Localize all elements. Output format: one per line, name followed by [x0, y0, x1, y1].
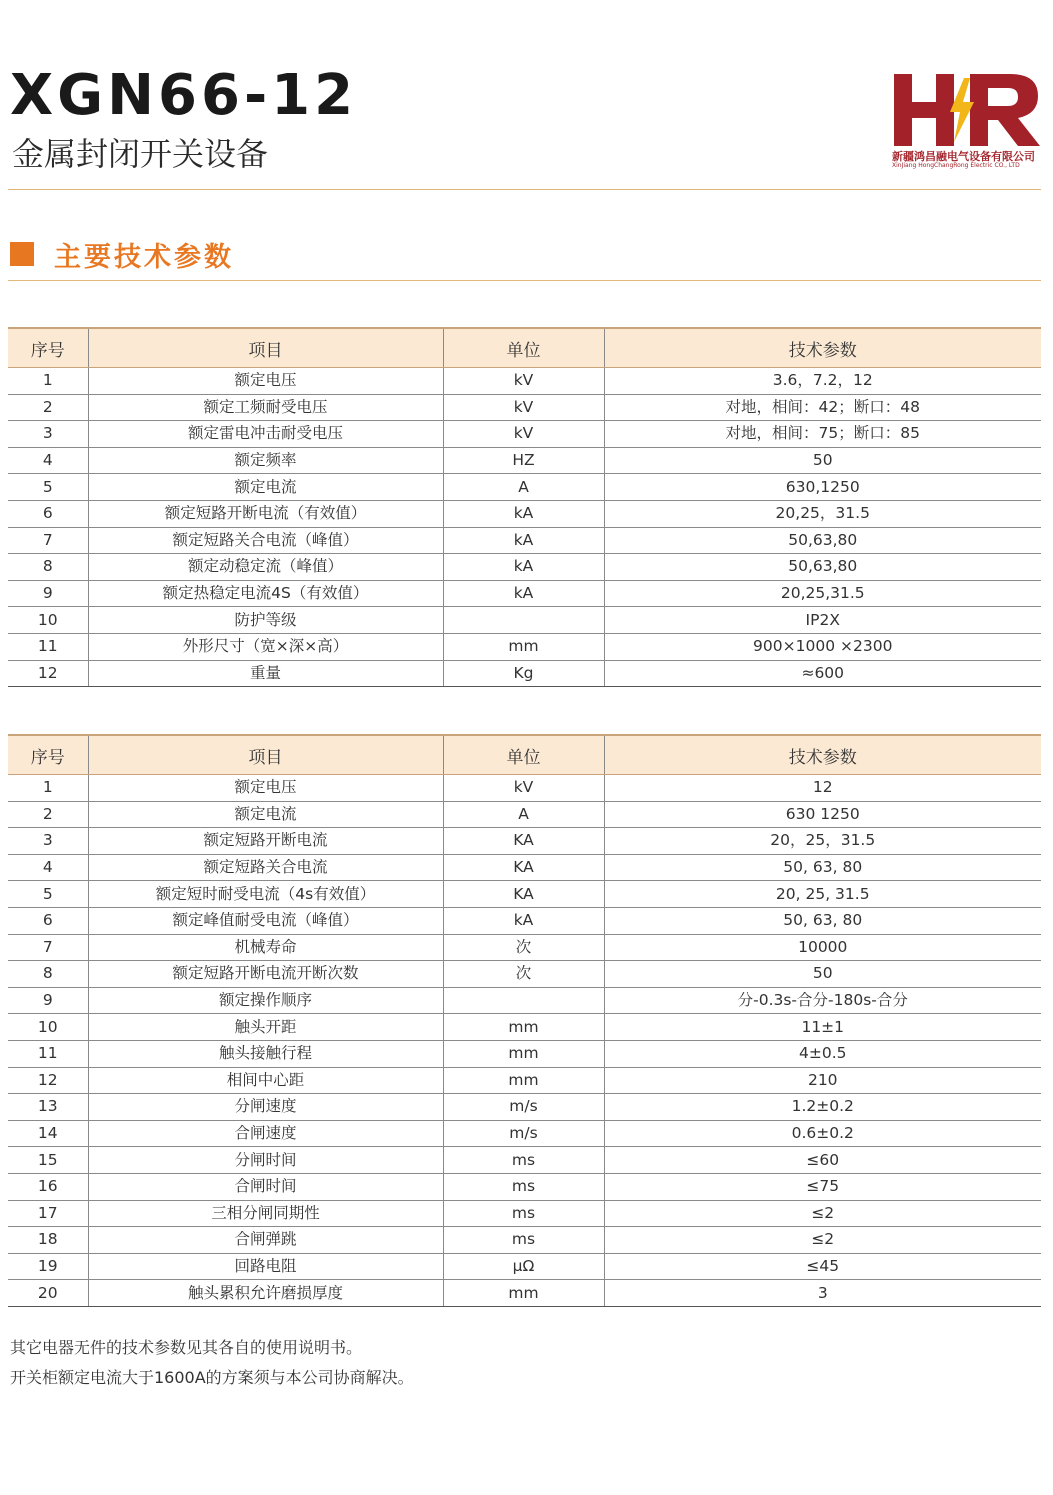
cell-no: 8	[8, 554, 88, 581]
cell-param: 50,63,80	[604, 554, 1041, 581]
cell-unit: kV	[443, 368, 604, 395]
cell-param: ≤45	[604, 1253, 1041, 1280]
cell-param: 0.6±0.2	[604, 1120, 1041, 1147]
company-logo	[892, 72, 1042, 172]
cell-unit: 次	[443, 961, 604, 988]
table-row	[8, 1067, 1041, 1094]
cell-unit: kA	[443, 907, 604, 934]
cell-item: 额定峰值耐受电流（峰值）	[88, 907, 443, 934]
cell-param: 12	[604, 775, 1041, 802]
header-no: 序号	[8, 328, 88, 368]
cell-unit: ms	[443, 1200, 604, 1227]
cell-item: 分闸时间	[88, 1147, 443, 1174]
product-subtitle: 金属封闭开关设备	[12, 135, 269, 173]
cell-item: 三相分闸同期性	[88, 1200, 443, 1227]
cell-param: ≈600	[604, 660, 1041, 687]
cell-item: 触头累积允许磨损厚度	[88, 1280, 443, 1307]
cell-item: 外形尺寸（宽×深×高）	[88, 633, 443, 660]
section-heading	[10, 236, 234, 272]
cell-no: 7	[8, 527, 88, 554]
cell-item: 防护等级	[88, 607, 443, 634]
cell-no: 9	[8, 987, 88, 1014]
cell-item: 合闸时间	[88, 1173, 443, 1200]
cell-no: 3	[8, 421, 88, 448]
cell-unit: mm	[443, 1014, 604, 1041]
cell-item: 额定电流	[88, 801, 443, 828]
cell-item: 合闸弹跳	[88, 1227, 443, 1254]
cell-item: 额定热稳定电流4S（有效值）	[88, 580, 443, 607]
cell-param: 3	[604, 1280, 1041, 1307]
cell-item: 触头开距	[88, 1014, 443, 1041]
cell-unit: m/s	[443, 1120, 604, 1147]
header-divider	[8, 189, 1041, 190]
cell-item: 额定电压	[88, 775, 443, 802]
table-row	[8, 881, 1041, 908]
header-item: 项目	[88, 735, 443, 775]
table-row	[8, 1227, 1041, 1254]
table-row	[8, 1040, 1041, 1067]
cell-no: 4	[8, 854, 88, 881]
table-row	[8, 368, 1041, 395]
cell-no: 1	[8, 775, 88, 802]
cell-param: 分-0.3s-合分-180s-合分	[604, 987, 1041, 1014]
table-row	[8, 447, 1041, 474]
cell-no: 8	[8, 961, 88, 988]
cell-param: ≤60	[604, 1147, 1041, 1174]
table-row	[8, 961, 1041, 988]
table-row	[8, 554, 1041, 581]
cell-param: ≤2	[604, 1200, 1041, 1227]
table-row	[8, 660, 1041, 687]
cell-no: 3	[8, 828, 88, 855]
cell-unit	[443, 607, 604, 634]
table-row	[8, 1200, 1041, 1227]
cell-no: 6	[8, 907, 88, 934]
cell-item: 回路电阻	[88, 1253, 443, 1280]
table-row	[8, 854, 1041, 881]
table-row	[8, 474, 1041, 501]
table-row	[8, 1094, 1041, 1121]
table-row	[8, 607, 1041, 634]
cell-param: 900×1000 ×2300	[604, 633, 1041, 660]
cell-no: 9	[8, 580, 88, 607]
cell-item: 额定短路开断电流	[88, 828, 443, 855]
spec-table-1	[8, 327, 1041, 687]
cell-unit: kA	[443, 527, 604, 554]
cell-unit: m/s	[443, 1094, 604, 1121]
cell-param: 50,63,80	[604, 527, 1041, 554]
cell-unit: KA	[443, 828, 604, 855]
cell-param: ≤75	[604, 1173, 1041, 1200]
cell-no: 2	[8, 394, 88, 421]
table-row	[8, 775, 1041, 802]
table-row	[8, 907, 1041, 934]
header-param: 技术参数	[604, 735, 1041, 775]
table-row	[8, 394, 1041, 421]
cell-no: 13	[8, 1094, 88, 1121]
cell-unit: kV	[443, 394, 604, 421]
section-square-icon	[10, 242, 34, 266]
cell-unit: kA	[443, 500, 604, 527]
cell-unit: ms	[443, 1227, 604, 1254]
cell-unit: ms	[443, 1173, 604, 1200]
table-row	[8, 580, 1041, 607]
cell-item: 额定短路开断电流（有效值）	[88, 500, 443, 527]
cell-no: 16	[8, 1173, 88, 1200]
cell-item: 机械寿命	[88, 934, 443, 961]
cell-unit: mm	[443, 1067, 604, 1094]
cell-no: 7	[8, 934, 88, 961]
table-row	[8, 500, 1041, 527]
cell-unit: mm	[443, 1280, 604, 1307]
cell-unit	[443, 987, 604, 1014]
table-row	[8, 633, 1041, 660]
cell-item: 额定操作顺序	[88, 987, 443, 1014]
cell-item: 触头接触行程	[88, 1040, 443, 1067]
cell-item: 相间中心距	[88, 1067, 443, 1094]
cell-item: 额定短路开断电流开断次数	[88, 961, 443, 988]
cell-param: 20, 25, 31.5	[604, 881, 1041, 908]
cell-unit: kA	[443, 580, 604, 607]
section-divider	[8, 280, 1041, 281]
header-item: 项目	[88, 328, 443, 368]
header-unit: 单位	[443, 735, 604, 775]
header-unit: 单位	[443, 328, 604, 368]
cell-no: 10	[8, 1014, 88, 1041]
table-header-row	[8, 328, 1041, 368]
cell-unit: kA	[443, 554, 604, 581]
cell-unit: mm	[443, 1040, 604, 1067]
hr-logo-icon	[892, 72, 1042, 148]
cell-item: 额定电流	[88, 474, 443, 501]
table-row	[8, 828, 1041, 855]
cell-unit: 次	[443, 934, 604, 961]
cell-no: 11	[8, 1040, 88, 1067]
table-row	[8, 1280, 1041, 1307]
cell-param: 20,25，31.5	[604, 500, 1041, 527]
table-row	[8, 801, 1041, 828]
cell-no: 17	[8, 1200, 88, 1227]
cell-no: 11	[8, 633, 88, 660]
cell-no: 5	[8, 474, 88, 501]
table-row	[8, 1173, 1041, 1200]
cell-item: 额定雷电冲击耐受电压	[88, 421, 443, 448]
cell-param: 20，25，31.5	[604, 828, 1041, 855]
cell-item: 重量	[88, 660, 443, 687]
cell-no: 12	[8, 660, 88, 687]
cell-unit: mm	[443, 633, 604, 660]
cell-item: 分闸速度	[88, 1094, 443, 1121]
logo-company-cn: 新疆鸿昌融电气设备有限公司	[892, 150, 1035, 163]
cell-no: 14	[8, 1120, 88, 1147]
cell-param: 210	[604, 1067, 1041, 1094]
cell-item: 额定动稳定流（峰值）	[88, 554, 443, 581]
cell-param: 4±0.5	[604, 1040, 1041, 1067]
table-row	[8, 1014, 1041, 1041]
cell-param: 对地，相间：75；断口：85	[604, 421, 1041, 448]
cell-param: 50	[604, 961, 1041, 988]
table-row	[8, 1253, 1041, 1280]
cell-param: 50, 63, 80	[604, 907, 1041, 934]
cell-no: 12	[8, 1067, 88, 1094]
cell-no: 6	[8, 500, 88, 527]
cell-unit: KA	[443, 854, 604, 881]
table-row	[8, 1147, 1041, 1174]
cell-param: 11±1	[604, 1014, 1041, 1041]
table-row	[8, 987, 1041, 1014]
footnotes	[10, 1333, 414, 1393]
cell-param: 630,1250	[604, 474, 1041, 501]
cell-no: 4	[8, 447, 88, 474]
header-param: 技术参数	[604, 328, 1041, 368]
section-title: 主要技术参数	[54, 241, 234, 273]
cell-item: 额定短时耐受电流（4s有效值）	[88, 881, 443, 908]
cell-unit: A	[443, 474, 604, 501]
cell-param: IP2X	[604, 607, 1041, 634]
cell-unit: kV	[443, 421, 604, 448]
cell-no: 19	[8, 1253, 88, 1280]
table-row	[8, 1120, 1041, 1147]
cell-unit: Kg	[443, 660, 604, 687]
cell-no: 1	[8, 368, 88, 395]
cell-item: 额定频率	[88, 447, 443, 474]
cell-param: 10000	[604, 934, 1041, 961]
cell-unit: KA	[443, 881, 604, 908]
cell-item: 额定工频耐受电压	[88, 394, 443, 421]
footnote-line: 开关柜额定电流大于1600A的方案须与本公司协商解决。	[10, 1368, 414, 1387]
cell-item: 合闸速度	[88, 1120, 443, 1147]
cell-unit: HZ	[443, 447, 604, 474]
table-header-row	[8, 735, 1041, 775]
cell-param: 3.6，7.2，12	[604, 368, 1041, 395]
model-title: XGN66-12	[10, 63, 358, 128]
footnote-line: 其它电器无件的技术参数见其各自的使用说明书。	[10, 1338, 363, 1357]
cell-no: 5	[8, 881, 88, 908]
cell-param: ≤2	[604, 1227, 1041, 1254]
cell-unit: ms	[443, 1147, 604, 1174]
table-row	[8, 527, 1041, 554]
table-row	[8, 934, 1041, 961]
cell-no: 10	[8, 607, 88, 634]
cell-param: 50, 63, 80	[604, 854, 1041, 881]
cell-item: 额定电压	[88, 368, 443, 395]
cell-param: 1.2±0.2	[604, 1094, 1041, 1121]
table-row	[8, 421, 1041, 448]
cell-item: 额定短路关合电流（峰值）	[88, 527, 443, 554]
cell-no: 20	[8, 1280, 88, 1307]
cell-no: 18	[8, 1227, 88, 1254]
cell-param: 630 1250	[604, 801, 1041, 828]
cell-param: 对地，相间：42；断口：48	[604, 394, 1041, 421]
header-no: 序号	[8, 735, 88, 775]
cell-no: 15	[8, 1147, 88, 1174]
cell-unit: kV	[443, 775, 604, 802]
cell-param: 50	[604, 447, 1041, 474]
cell-param: 20,25,31.5	[604, 580, 1041, 607]
cell-unit: μΩ	[443, 1253, 604, 1280]
spec-table-2	[8, 734, 1041, 1307]
cell-item: 额定短路关合电流	[88, 854, 443, 881]
cell-unit: A	[443, 801, 604, 828]
logo-company-en: XinJiang HongChangRong Electric CO., LTD	[892, 162, 1020, 169]
cell-no: 2	[8, 801, 88, 828]
